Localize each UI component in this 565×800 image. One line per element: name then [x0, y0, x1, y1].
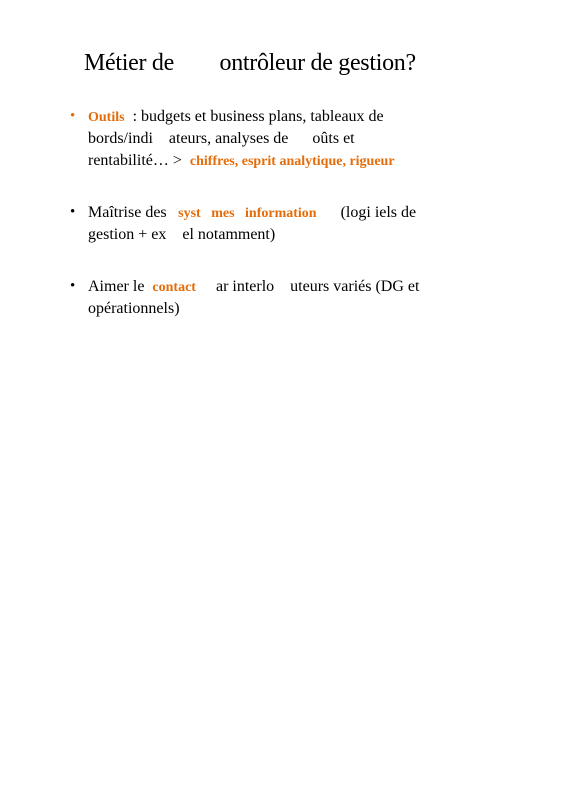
- bullet-text: rentabilité… >: [88, 152, 190, 169]
- slide-title: Métier de ontrôleur de gestion?: [84, 50, 416, 76]
- highlight-text: chiffres, esprit analytique, rigueur: [189, 154, 395, 169]
- bullet-line: gestion + ex el notamment): [88, 226, 276, 243]
- bullet-line: [88, 276, 419, 299]
- bullet-line: [88, 202, 416, 225]
- bullet-dot-icon: •: [70, 278, 76, 294]
- bullet-line: [88, 150, 395, 173]
- bullet-line: bords/indi ateurs, analyses de oûts et: [88, 130, 355, 147]
- bullet-dot-icon: •: [70, 204, 76, 220]
- bullet-text: Maîtrise des: [88, 204, 175, 221]
- bullet-line: opérationnels): [88, 300, 180, 317]
- bullet-text: Aimer le: [88, 278, 153, 295]
- bullet-text: : budgets et business plans, tableaux de: [124, 108, 384, 125]
- bullet-line: [88, 106, 384, 129]
- highlight-text: contact: [152, 280, 196, 295]
- bullet-dot-icon: •: [70, 108, 76, 124]
- bullet-text: (logi iels de: [316, 204, 417, 221]
- highlight-text: syst mes information: [174, 206, 317, 221]
- highlight-text: Outils: [88, 110, 125, 125]
- bullet-text: ar interlo uteurs variés (DG et: [195, 278, 420, 295]
